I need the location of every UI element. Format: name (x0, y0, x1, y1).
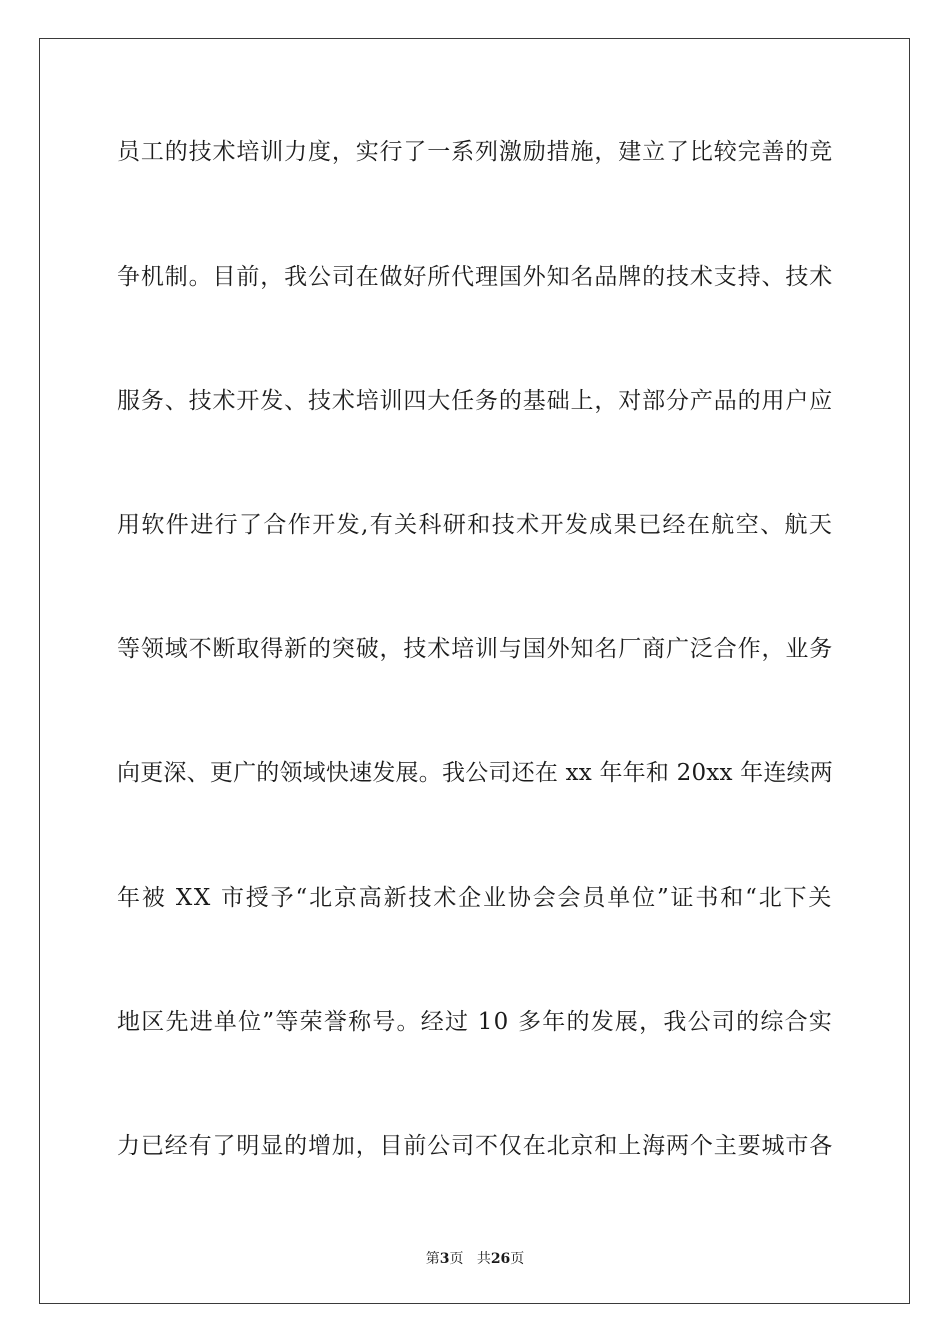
text-line-3: 服务、技术开发、技术培训四大任务的基础上，对部分产品的用户应 (117, 388, 833, 414)
text-line-2: 争机制。目前，我公司在做好所代理国外知名品牌的技术支持、技术 (117, 264, 833, 290)
text-line-9: 力已经有了明显的增加，目前公司不仅在北京和上海两个主要城市各 (117, 1133, 833, 1159)
page-prefix: 第 (425, 1251, 440, 1267)
text-line-8: 地区先进单位”等荣誉称号。经过 10 多年的发展，我公司的综合实 (117, 1009, 833, 1035)
text-line-6: 向更深、更广的领域快速发展。我公司还在 xx 年年和 20xx 年连续两 (117, 760, 833, 786)
total-prefix: 共 (476, 1251, 491, 1267)
total-pages: 26 (490, 1251, 511, 1267)
page-footer (0, 1250, 950, 1268)
text-line-4: 用软件进行了合作开发,有关科研和技术开发成果已经在航空、航天 (117, 512, 834, 538)
text-line-1: 员工的技术培训力度，实行了一系列激励措施，建立了比较完善的竞 (117, 139, 833, 165)
text-line-5: 等领域不断取得新的突破，技术培训与国外知名厂商广泛合作，业务 (117, 636, 833, 662)
page-suffix: 页 (449, 1251, 464, 1267)
total-suffix: 页 (510, 1251, 525, 1267)
page-border (39, 38, 910, 1304)
page-number: 3 (439, 1251, 450, 1267)
text-line-7: 年被 XX 市授予“北京高新技术企业协会会员单位”证书和“北下关 (117, 885, 833, 911)
